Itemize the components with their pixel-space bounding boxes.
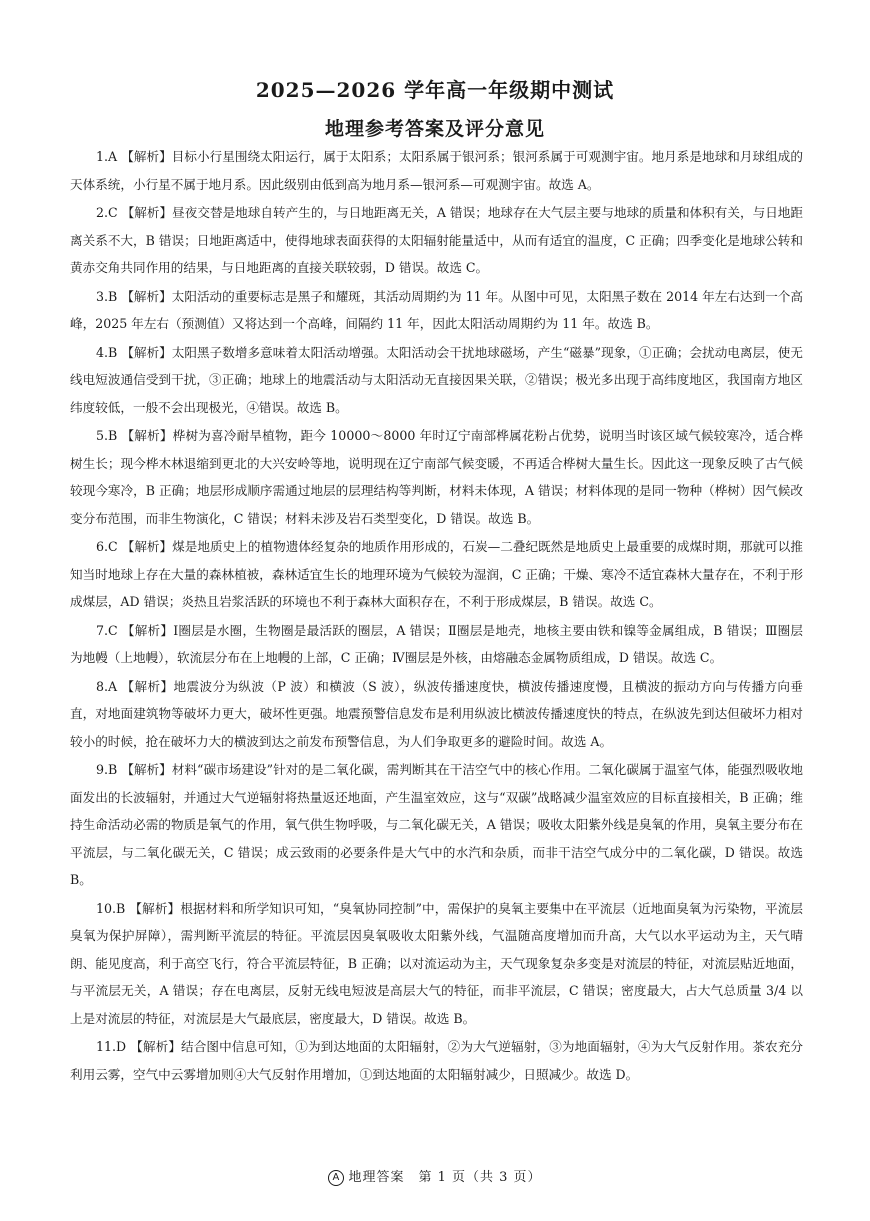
answer-item-7: 7.C 【解析】Ⅰ圈层是水圈，生物圈是最活跃的圈层，A 错误；Ⅱ圈层是地壳，地核主要由铁和镍等金属组成，B 错误；Ⅲ圈层为地幔（上地幔），软流层分布在上地幔的上部，C 正确；Ⅳ圈层是外核，由熔融态金属物质组成，D 错误。故选 C。	[70, 622, 803, 665]
page-footer	[0, 1166, 870, 1186]
answer-item-2: 2.C 【解析】昼夜交替是地球自转产生的，与日地距离无关，A 错误；地球存在大气层主要与地球的质量和体积有关，与日地距离关系不大，B 错误；日地距离适中，使得地球表面获得的太阳辐射能量适中，从而有适宜的温度，C 正确；四季变化是地球公转和黄赤交角共同作用的结果，与日地距离的直接关联较弱，D 错误。故选 C。	[70, 205, 803, 275]
answer-item-5: 5.B 【解析】桦树为喜冷耐旱植物，距今 10000～8000 年时辽宁南部桦属花粉占优势，说明当时该区域气候较寒冷，适合桦树生长；现今桦木林退缩到更北的大兴安岭等地，说明现在辽宁南部气候变暖，不再适合桦树大量生长。因此这一现象反映了古气候较现今寒冷，B 正确；地层形成顺序需通过地层的层理结构等判断，材料未体现，A 错误；材料体现的是同一物种（桦树）因气候改变分布范围，而非生物演化，C 错误；材料未涉及岩石类型变化，D 错误。故选 B。	[70, 428, 803, 526]
answer-item-4: 4.B 【解析】太阳黑子数增多意味着太阳活动增强。太阳活动会干扰地球磁场，产生“磁暴”现象，①正确；会扰动电离层，使无线电短波通信受到干扰，③正确；地球上的地震活动与太阳活动无直接因果关联，②错误；极光多出现于高纬度地区，我国南方地区纬度较低，一般不会出现极光，④错误。故选 B。	[70, 344, 803, 415]
answer-item-8: 8.A 【解析】地震波分为纵波（P 波）和横波（S 波），纵波传播速度快，横波传播速度慢，且横波的振动方向与传播方向垂直，对地面建筑物等破坏力更大，破坏性更强。地震预警信息发布是利用纵波比横波传播速度快的特点，在纵波先到达但破坏力相对较小的时候，抢在破坏力大的横波到达之前发布预警信息，为人们争取更多的避险时间。故选 A。	[70, 678, 804, 749]
answer-item-1: 1.A 【解析】目标小行星围绕太阳运行，属于太阳系；太阳系属于银河系；银河系属于可观测宇宙。地月系是地球和月球组成的天体系统，小行星不属于地月系。因此级别由低到高为地月系—银河系—可观测宇宙。故选 A。	[70, 149, 804, 192]
page-number-text: 地理答案 第 1 页（共 3 页）	[348, 1170, 542, 1185]
answer-item-10: 10.B 【解析】根据材料和所学知识可知，“臭氧协同控制”中，需保护的臭氧主要集中在平流层（近地面臭氧为污染物，平流层臭氧为保护屏障），需判断平流层的特征。平流层因臭氧吸收太阳紫外线，气温随高度增加而升高，大气以水平运动为主，天气晴朗、能见度高，利于高空飞行，符合平流层特征，B 正确；以对流运动为主，天气现象复杂多变是对流层的特征，对流层贴近地面，与平流层无关，A 错误；存在电离层，反射无线电短波是高层大气的特征，而非平流层，C 错误；密度最大，占大气总质量 3/4 以上是对流层的特征，对流层是大气最底层，密度最大，D 错误。故选 B。	[70, 900, 804, 1026]
answer-item-11: 11.D 【解析】结合图中信息可知，①为到达地面的太阳辐射，②为大气逆辐射，③为地面辐射，④为大气反射作用。茶农充分利用云雾，空气中云雾增加则④大气反射作用增加，①到达地面的太阳辐射减少，日照减少。故选 D。	[70, 1039, 803, 1082]
answer-item-6: 6.C 【解析】煤是地质史上的植物遗体经复杂的地质作用形成的，石炭—二叠纪既然是地质史上最重要的成煤时期，那就可以推知当时地球上存在大量的森林植被，森林适宜生长的地理环境为气候较为湿润，C 正确；干燥、寒冷不适宜森林大量存在，不利于形成煤层，AD 错误；炎热且岩浆活跃的环境也不利于森林大面积存在，不利于形成煤层，B 错误。故选 C。	[70, 539, 803, 609]
answer-item-9: 9.B 【解析】材料“碳市场建设”针对的是二氧化碳，需判断其在干洁空气中的核心作用。二氧化碳属于温室气体，能强烈吸收地面发出的长波辐射，并通过大气逆辐射将热量返还地面，产生温室效应，这与“双碳”战略减少温室效应的目标直接相关，B 正确；维持生命活动必需的物质是氧气的作用，氧气供生物呼吸，与二氧化碳无关，A 错误；吸收太阳紫外线是臭氧的作用，臭氧主要分布在平流层，与二氧化碳无关，C 错误；成云致雨的必要条件是大气中的水汽和杂质，而非干洁空气成分中的二氧化碳，D 错误。故选 B。	[70, 762, 803, 887]
paper-version-badge: A	[328, 1170, 344, 1186]
answer-item-3: 3.B 【解析】太阳活动的重要标志是黑子和耀斑，其活动周期约为 11 年。从图中可见，太阳黑子数在 2014 年左右达到一个高峰，2025 年左右（预测值）又将达到一个高峰，间隔约 11 年，因此太阳活动周期约为 11 年。故选 B。	[70, 288, 803, 331]
answer-subtitle: 地理参考答案及评分意见	[324, 118, 545, 140]
exam-title: 2025—2026 学年高一年级期中测试	[255, 78, 615, 102]
answer-list	[70, 143, 803, 1089]
